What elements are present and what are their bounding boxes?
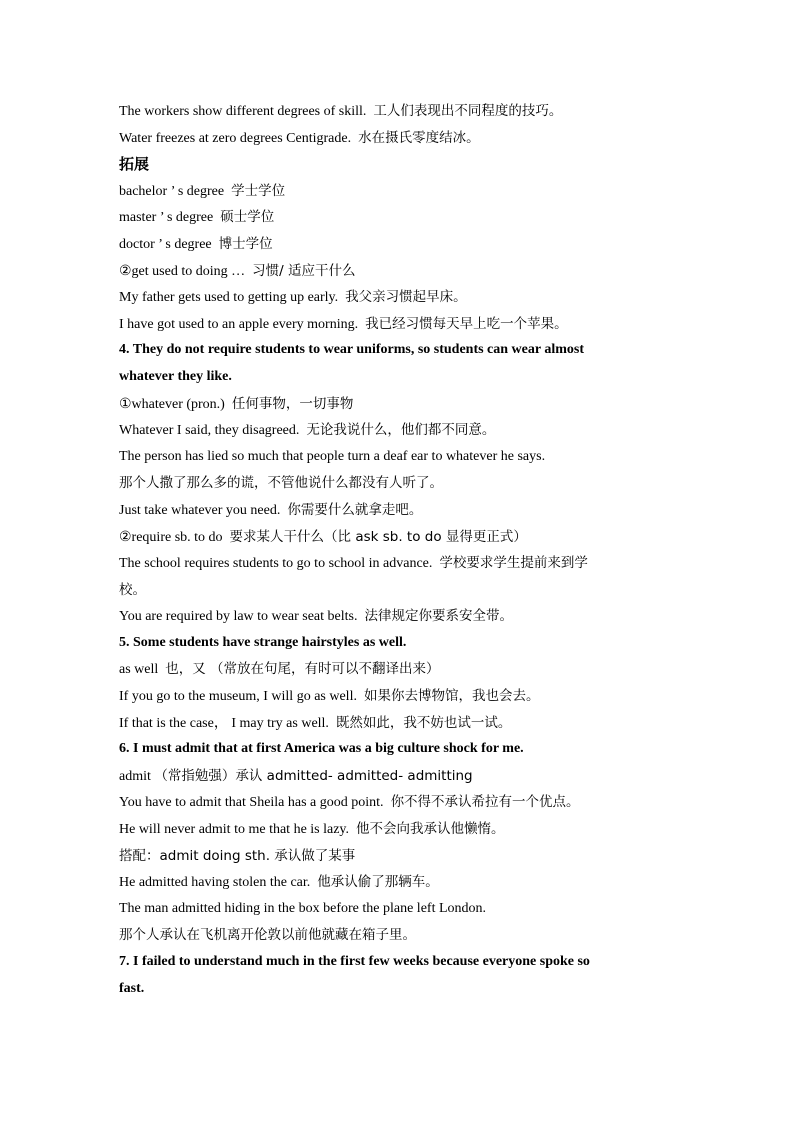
english-text: bachelor ’ s degree <box>119 183 225 199</box>
text-line <box>119 391 669 418</box>
text-line <box>119 258 669 285</box>
chinese-text: 如果你去博物馆，我也会去。 <box>363 688 540 705</box>
english-text: The man admitted hiding in the box before the plane left London. <box>119 900 487 916</box>
chinese-text: 搭配：admit doing sth. 承认做了某事 <box>119 847 356 864</box>
chinese-text: 他承认偷了那辆车。 <box>317 874 439 891</box>
text-line <box>119 710 669 737</box>
chinese-text: 也，又 （常放在句尾，有时可以不翻译出来） <box>165 661 440 678</box>
text-line <box>119 843 669 870</box>
text-line <box>119 922 669 949</box>
chinese-text: 那个人承认在飞机离开伦敦以前他就藏在箱子里。 <box>119 927 416 944</box>
english-text: master ’ s degree <box>119 210 214 226</box>
sentence-heading <box>119 630 669 657</box>
chinese-text: 无论我说什么，他们都不同意。 <box>306 422 496 439</box>
english-text: He will never admit to me that he is lazy. <box>119 822 350 838</box>
english-text: ②require sb. to do <box>119 529 223 545</box>
text-line <box>119 444 669 471</box>
english-text: as well <box>119 662 159 678</box>
text-line <box>119 231 669 258</box>
text-line <box>119 896 669 923</box>
english-text: I have got used to an apple every morning. <box>119 316 359 332</box>
chinese-text: （常指勉强）承认 admitted- admitted- admitting <box>154 767 473 784</box>
text-line <box>119 550 669 577</box>
chinese-text: 你需要什么就拿走吧。 <box>287 501 423 518</box>
text-line <box>119 763 669 790</box>
english-text: He admitted having stolen the car. <box>119 875 311 891</box>
text-line <box>119 204 669 231</box>
sentence-heading <box>119 736 669 763</box>
sentence-heading <box>119 337 669 364</box>
english-text: 4. They do not require students to wear uniforms, so students can wear almost <box>119 342 585 358</box>
text-line <box>119 603 669 630</box>
text-line <box>119 311 669 338</box>
text-line <box>119 789 669 816</box>
chinese-text: 硕士学位 <box>220 209 275 226</box>
english-text: The school requires students to go to school in advance. <box>119 556 433 572</box>
chinese-text: 我已经习惯每天早上吃一个苹果。 <box>365 315 568 332</box>
english-text: whatever they like. <box>119 368 232 384</box>
english-text: The workers show different degrees of skill. <box>119 104 367 119</box>
english-text: doctor ’ s degree <box>119 236 212 252</box>
sentence-heading <box>119 364 669 391</box>
sentence-heading <box>119 949 669 976</box>
english-text: Water freezes at zero degrees Centigrade. <box>119 130 352 146</box>
english-text: You have to admit that Sheila has a good point. <box>119 795 384 811</box>
chinese-text: 博士学位 <box>218 235 273 252</box>
text-line <box>119 497 669 524</box>
english-text: 5. Some students have strange hairstyles as well. <box>119 634 407 650</box>
chinese-text: 学士学位 <box>231 182 286 199</box>
english-text: If you go to the museum, I will go as well. <box>119 689 357 705</box>
text-line <box>119 284 669 311</box>
text-line <box>119 417 669 444</box>
section-heading <box>119 151 669 178</box>
text-line <box>119 656 669 683</box>
english-text: ①whatever (pron.) <box>119 396 225 412</box>
text-line <box>119 816 669 843</box>
chinese-text: 水在摄氏零度结冰。 <box>358 129 480 146</box>
english-text: The person has lied so much that people turn a deaf ear to whatever he says. <box>119 448 546 464</box>
english-text: fast. <box>119 980 145 996</box>
sentence-heading <box>119 976 669 1003</box>
english-text: ②get used to doing … <box>119 263 246 279</box>
chinese-text: 我父亲习惯起早床。 <box>345 289 467 306</box>
english-text: My father gets used to getting up early. <box>119 290 339 306</box>
english-text: admit <box>119 768 151 784</box>
chinese-text: 学校要求学生提前来到学 <box>439 555 588 572</box>
text-line <box>119 577 669 604</box>
chinese-text: 法律规定你要系安全带。 <box>364 608 513 625</box>
chinese-text: 工人们表现出不同程度的技巧。 <box>373 103 563 119</box>
english-text: Whatever I said, they disagreed. <box>119 423 300 439</box>
chinese-text: 那个人撒了那么多的谎，不管他说什么都没有人听了。 <box>119 475 443 492</box>
english-text: 7. I failed to understand much in the first few weeks because everyone spoke so <box>119 954 590 969</box>
english-text: If that is the case， I may try as well. <box>119 715 329 731</box>
text-line <box>119 683 669 710</box>
english-text: You are required by law to wear seat belts. <box>119 609 358 625</box>
chinese-text: 你不得不承认希拉有一个优点。 <box>390 794 580 811</box>
chinese-text: 习惯/ 适应干什么 <box>252 262 356 279</box>
chinese-text: 任何事物，一切事物 <box>231 395 354 412</box>
english-text: Just take whatever you need. <box>119 502 281 518</box>
chinese-text: 校。 <box>119 581 146 598</box>
chinese-text: 既然如此，我不妨也试一试。 <box>335 714 512 731</box>
english-text: 6. I must admit that at first America was a big culture shock for me. <box>119 741 524 757</box>
chinese-text: 要求某人干什么（比 ask sb. to do 显得更正式） <box>229 528 527 545</box>
text-line <box>119 869 669 896</box>
chinese-text: 他不会向我承认他懒惰。 <box>356 821 505 838</box>
text-line <box>119 125 669 152</box>
text-line <box>119 98 669 125</box>
text-line <box>119 524 669 551</box>
chinese-text: 拓展 <box>119 155 150 174</box>
document-page <box>119 98 669 1002</box>
text-line <box>119 178 669 205</box>
text-line <box>119 470 669 497</box>
